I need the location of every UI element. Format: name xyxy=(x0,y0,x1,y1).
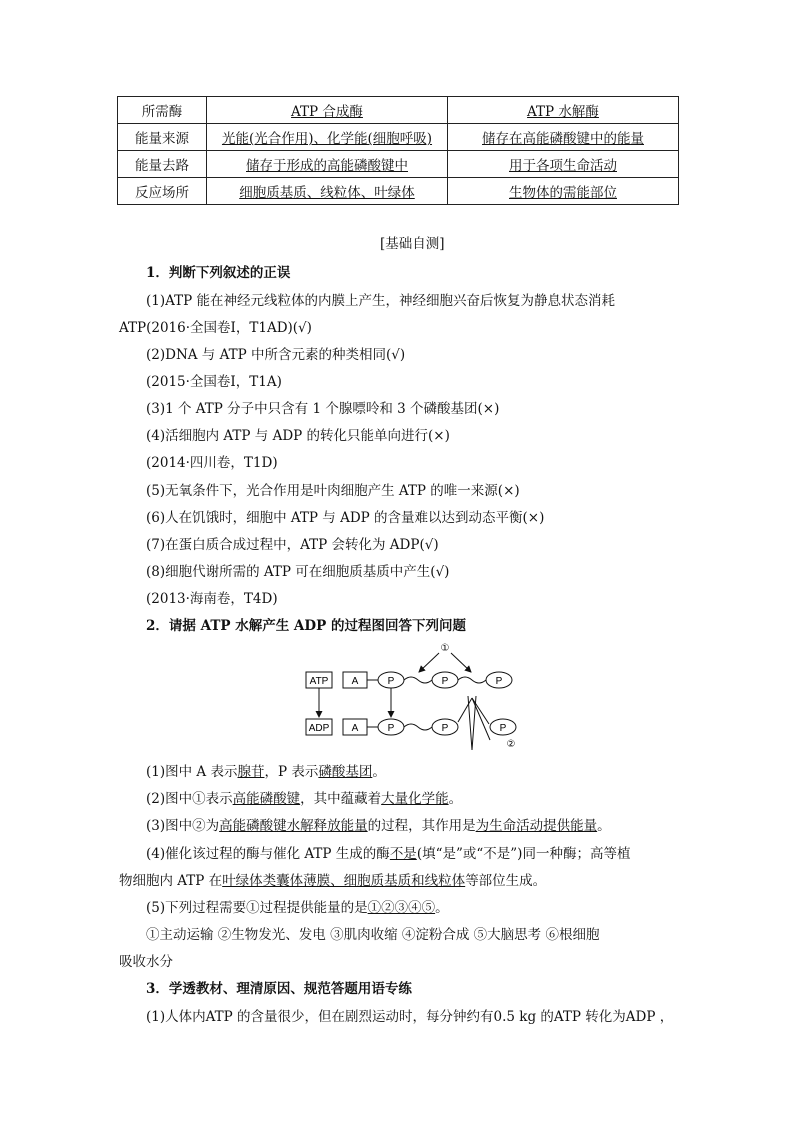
pointer-arrow xyxy=(451,653,471,672)
table-row xyxy=(118,151,679,178)
atp-label: ATP xyxy=(309,676,329,687)
answer-text: 。 xyxy=(448,791,463,807)
p-label: P xyxy=(387,723,395,734)
high-energy-bond xyxy=(458,677,486,683)
q1-item: (3)1 个 ATP 分子中只含有 1 个腺嘌呤和 3 个磷酸基团(×) xyxy=(146,401,500,417)
q1-item: (6)人在饥饿时，细胞中 ATP 与 ADP 的含量难以达到动态平衡(×) xyxy=(146,510,545,526)
marker-2: ② xyxy=(506,739,516,750)
answer-text: 等部位生成。 xyxy=(465,873,547,889)
table-row xyxy=(118,178,679,205)
table-cell: 储存于形成的高能磷酸键中 xyxy=(207,151,448,178)
q2-answer-5 xyxy=(146,896,449,916)
p-label: P xyxy=(387,676,395,687)
answer-text: (1)图中 A 表示 xyxy=(146,764,238,780)
adp-label: ADP xyxy=(308,723,330,734)
answer-text: (5)下列过程需要①过程提供能量的是 xyxy=(146,900,368,916)
answer-blank: 大量化学能 xyxy=(381,791,449,807)
q1-item: (4)活细胞内 ATP 与 ADP 的转化只能单向进行(×) xyxy=(146,428,450,444)
q2-options: ①主动运输 ②生物发光、发电 ③肌肉收缩 ④淀粉合成 ⑤大脑思考 ⑥根细胞 xyxy=(146,927,600,943)
q2-answer-3 xyxy=(146,814,611,834)
answer-blank: 腺苷 xyxy=(237,764,265,780)
table-header-cell: ATP 水解酶 xyxy=(448,97,679,124)
table-row xyxy=(118,124,679,151)
p-label: P xyxy=(441,676,449,687)
table-cell: 能量来源 xyxy=(118,124,207,151)
q1-item: (7)在蛋白质合成过程中，ATP 会转化为 ADP(√) xyxy=(146,537,439,553)
table-cell: 反应场所 xyxy=(118,178,207,205)
answer-blank: 为生命活动提供能量 xyxy=(475,818,598,834)
q2-answer-4-line2 xyxy=(119,869,546,889)
table-header-row xyxy=(118,97,679,124)
q1-item: (2013·海南卷，T4D) xyxy=(146,591,278,607)
p-label: P xyxy=(499,723,507,734)
question-2-title: 2．请据 ATP 水解产生 ADP 的过程图回答下列问题 xyxy=(146,618,466,634)
marker-1: ① xyxy=(440,643,450,654)
table-cell: 生物体的需能部位 xyxy=(448,178,679,205)
answer-text: 的过程，其作用是 xyxy=(367,818,476,834)
answer-text: (2)图中①表示 xyxy=(146,791,233,807)
a-label: A xyxy=(351,676,359,687)
high-energy-bond xyxy=(404,677,432,683)
table-header-cell: 所需酶 xyxy=(118,97,207,124)
enzyme-comparison-table xyxy=(117,96,679,205)
q2-answer-2 xyxy=(146,787,462,807)
p-label: P xyxy=(495,676,503,687)
table-cell: 储存在高能磷酸键中的能量 xyxy=(448,124,679,151)
answer-text: 物细胞内 ATP 在 xyxy=(119,873,223,889)
table-cell: 光能(光合作用)、化学能(细胞呼吸) xyxy=(207,124,448,151)
q1-item: (2)DNA 与 ATP 中所含元素的种类相同(√) xyxy=(146,347,406,363)
q1-item: (1)ATP 能在神经元线粒体的内膜上产生，神经细胞兴奋后恢复为静息状态消耗 xyxy=(146,293,616,309)
q2-answer-1 xyxy=(146,760,386,780)
answer-text: 。 xyxy=(372,764,386,780)
answer-blank: 磷酸基团 xyxy=(318,764,373,780)
answer-text: ，其中蕴藏着 xyxy=(300,791,382,807)
answer-blank: ①②③④⑤ xyxy=(367,900,436,916)
a-label: A xyxy=(351,723,359,734)
q1-item: (2014·四川卷，T1D) xyxy=(146,455,278,471)
q2-answer-4 xyxy=(146,842,630,862)
answer-text: (3)图中②为 xyxy=(146,818,220,834)
answer-blank: 高能磷酸键 xyxy=(232,791,301,807)
table-cell: 能量去路 xyxy=(118,151,207,178)
table-header-cell: ATP 合成酶 xyxy=(207,97,448,124)
question-1-title: 1．判断下列叙述的正误 xyxy=(146,265,291,281)
answer-text: 。 xyxy=(435,900,449,916)
q3-item: (1)人体内ATP 的含量很少，但在剧烈运动时，每分钟约有0.5 kg 的ATP 转化为ADP ， xyxy=(146,1009,674,1025)
q1-item: (2015·全国卷Ⅰ，T1A) xyxy=(146,374,282,390)
answer-text: 。 xyxy=(597,818,611,834)
table-cell: 用于各项生命活动 xyxy=(448,151,679,178)
q1-item: (8)细胞代谢所需的 ATP 可在细胞质基质中产生(√) xyxy=(146,564,450,580)
answer-text: (填“是”或“不是”)同一种酶；高等植 xyxy=(416,846,631,862)
answer-blank: 叶绿体类囊体薄膜、细胞质基质和线粒体 xyxy=(222,873,466,889)
table-cell: 细胞质基质、线粒体、叶绿体 xyxy=(207,178,448,205)
question-3-title: 3．学透教材、理清原因、规范答题用语专练 xyxy=(146,981,412,997)
p-label: P xyxy=(441,723,449,734)
q2-options-continued: 吸收水分 xyxy=(119,954,173,970)
answer-blank: 高能磷酸键水解释放能量 xyxy=(219,818,368,834)
answer-text: ，P 表示 xyxy=(264,764,319,780)
q1-item: (5)无氧条件下，光合作用是叶肉细胞产生 ATP 的唯一来源(×) xyxy=(146,483,520,499)
high-energy-bond xyxy=(404,724,432,730)
answer-text: (4)催化该过程的酶与催化 ATP 生成的酶 xyxy=(146,846,390,862)
q1-item: ATP(2016·全国卷Ⅰ，T1AD)(√) xyxy=(119,320,312,336)
section-title: [基础自测] xyxy=(380,236,445,252)
pointer-arrow xyxy=(419,653,439,672)
answer-blank: 不是 xyxy=(389,846,417,862)
atp-hydrolysis-diagram xyxy=(300,640,530,755)
